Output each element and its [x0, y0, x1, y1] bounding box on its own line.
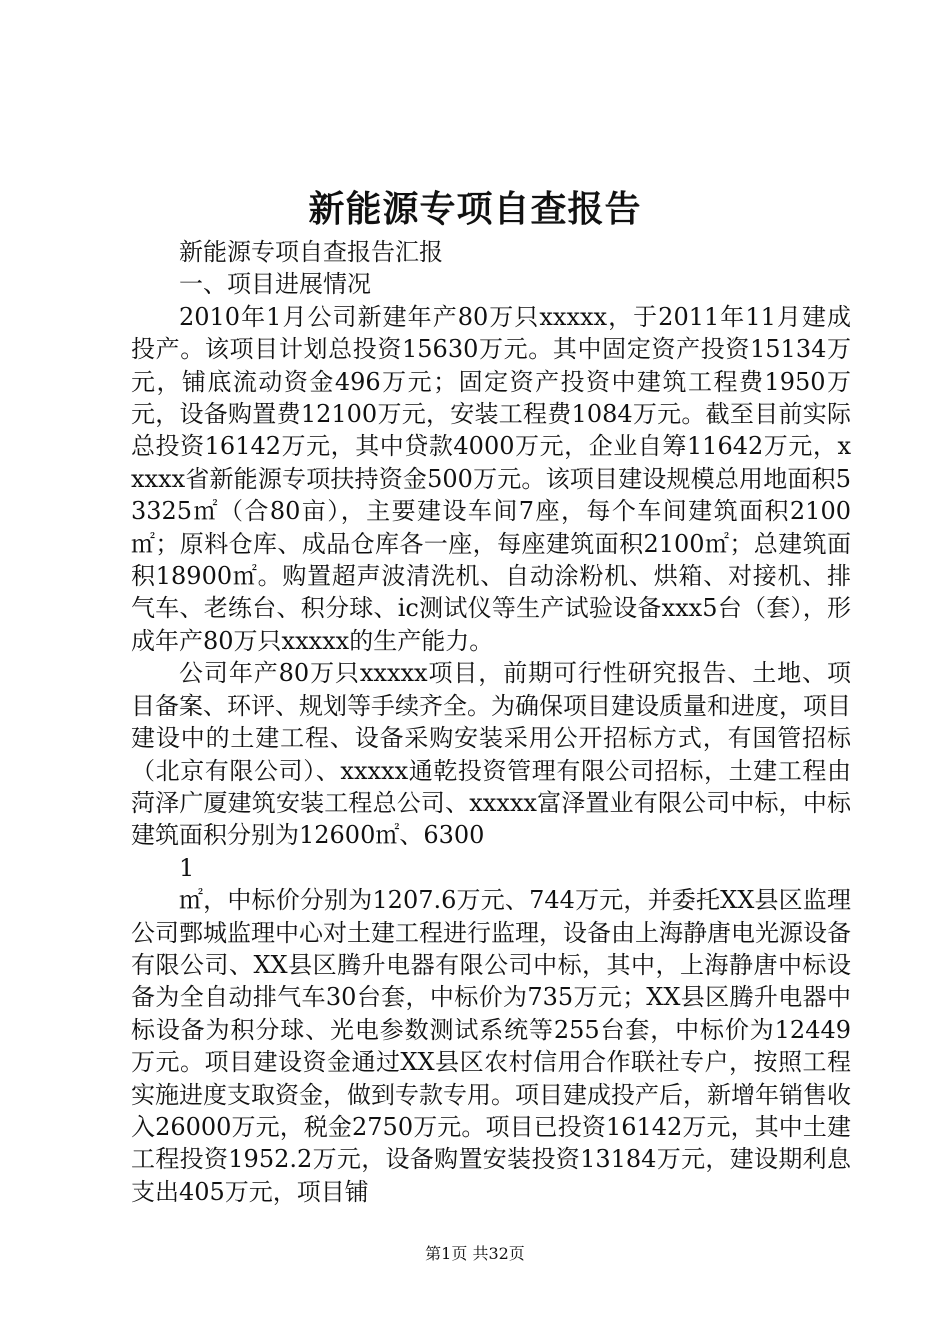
document-title: 新能源专项自查报告	[308, 188, 642, 230]
body-paragraph: 公司年产80万只xxxxx项目，前期可行性研究报告、土地、项目备案、环评、规划等手续齐全。为确保项目建设质量和进度，项目建设中的土建工程、设备采购安装采用公开招标方式，有国管招标（北京有限公司）、xxxxx通乾投资管理有限公司招标，土建工程由菏泽广厦建筑安装工程总公司、xxxxx富泽置业有限公司中标，中标建筑面积分别为12600㎡、6300	[131, 659, 851, 850]
body-paragraph: 2010年1月公司新建年产80万只xxxxx，于2011年11月建成投产。该项目计划总投资15630万元。其中固定资产投资15134万元，铺底流动资金496万元；固定资产投资中建筑工程费1950万元，设备购置费12100万元，安装工程费1084万元。截至目前实际总投资16142万元，其中贷款4000万元，企业自筹11642万元，xxxxx省新能源专项扶持资金500万元。该项目建设规模总用地面积53325㎡（合80亩），主要建设车间7座，每个车间建筑面积2100㎡；原料仓库、成品仓库各一座，每座建筑面积2100㎡；总建筑面积18900㎡。购置超声波清洗机、自动涂粉机、烘箱、对接机、排气车、老练台、积分球、ic测试仪等生产试验设备xxx5台（套），形成年产80万只xxxxx的生产能力。	[131, 302, 851, 655]
report-subtitle: 新能源专项自查报告汇报	[179, 238, 443, 266]
page-footer: 第1页 共32页	[425, 1244, 525, 1263]
document-body	[131, 236, 851, 1208]
inline-page-number: 1	[179, 853, 195, 882]
body-paragraph: ㎡，中标价分别为1207.6万元、744万元，并委托XX县区监理公司鄄城监理中心对土建工程进行监理，设备由上海静唐电光源设备有限公司、XX县区腾升电器有限公司中标，其中，上海静唐中标设备为全自动排气车30台套，中标价为735万元；XX县区腾升电器中标设备为积分球、光电参数测试系统等255台套，中标价为12449万元。项目建设资金通过XX县区农村信用合作联社专户，按照工程实施进度支取资金，做到专款专用。项目建成投产后，新增年销售收入26000万元，税金2750万元。项目已投资16142万元，其中土建工程投资1952.2万元，设备购置安装投资13184万元，建设期利息支出405万元，项目铺	[131, 886, 851, 1206]
section-heading: 一、项目进展情况	[179, 270, 371, 299]
